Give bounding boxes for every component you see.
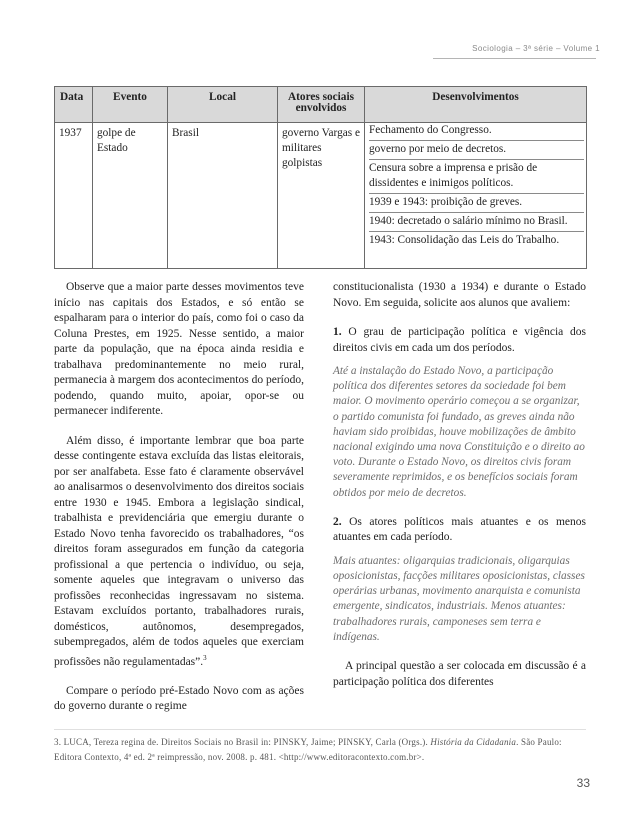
paragraph: Compare o período pré-Estado Novo com as ações do governo durante o regime [54, 684, 304, 713]
question-text: Os atores políticos mais atuantes e os menos atuantes em cada período. [333, 515, 587, 544]
question-number: 1. [333, 326, 342, 338]
running-header: Sociologia – 3ª série – Volume 1 [472, 44, 600, 53]
dev-item: governo por meio de decretos. [369, 142, 584, 160]
right-column [333, 280, 586, 690]
question-1 [333, 325, 586, 356]
dev-item: 1943: Consolidação das Leis do Trabalho. [369, 234, 560, 246]
paragraph-text: Além disso, é importante lembrar que boa parte desse contingente estava excluída das listas eleitorais, por ser analfabeta. Esse fato é claramente observável ao analisarmos o desenvolvimento dos direitos sociais entre 1930 e 1945. Embora a legislação sindical, trabalhista e previdenciária que emergiu durante o Estado Novo tenha favorecido os trabalhadores, “os direitos foram assegurados em função da categoria profissional a que pertencia o indivíduo, ou seja, somente aqueles que integravam o universo das profissões reconhecidas ingressavam no sistema. Estavam excluídos portanto, trabalhadores rurais, domésticos, autônomos, desempregados, subempregados, além de todos aqueles que exerciam profissões não regulamentadas”. [54, 434, 304, 668]
table-row [55, 123, 587, 269]
dev-item: Censura sobre a imprensa e prisão de dissidentes e inimigos políticos. [369, 161, 584, 194]
footnote-title: História da Cidadania [430, 737, 517, 747]
left-column [54, 280, 304, 715]
col-header-atores: Atores sociais envolvidos [278, 87, 365, 123]
cell-atores: governo Vargas e militares golpistas [278, 123, 365, 269]
col-header-data: Data [55, 87, 93, 123]
answer-2: Mais atuantes: oligarquias tradicionais, oligarquias oposicionistas, facções militares oposicionistas, classes operárias urbanas, movimento anarquista e comunista emergente, sindicatos, industriais. Menos atuantes: trabalhadores rurais, camponeses sem terra e indígenas. [333, 554, 585, 643]
footnote-rule [54, 729, 586, 730]
footnote-text: 3. LUCA, Tereza regina de. Direitos Sociais no Brasil in: PINSKY, Jaime; PINSKY, Carla (Orgs.). [54, 737, 428, 747]
question-text: O grau de participação política e vigência dos direitos civis em cada um dos períodos. [333, 326, 586, 354]
dev-item: 1939 e 1943: proibição de greves. [369, 195, 584, 213]
answer-1: Até a instalação do Estado Novo, a participação política dos diferentes setores da sociedade foi bem maior. O movimento operário começou a se organizar, o partido comunista foi fundado, as greves ainda não haviam sido proibidas, houve mobilizações de âmbito nacional exigindo uma nova Constituição e o direito ao voto. Durante o Estado Novo, os direitos civis foram severamente reprimidos, e os benefícios sociais foram obtidos por meio de decretos. [333, 365, 585, 499]
history-table [54, 86, 587, 269]
dev-item: Fechamento do Congresso. [369, 123, 584, 141]
col-header-desenvolvimentos: Desenvolvimentos [365, 87, 587, 123]
col-header-local: Local [168, 87, 278, 123]
dev-item: 1940: decretado o salário mínimo no Brasil. [369, 214, 584, 232]
paragraph: constitucionalista (1930 a 1934) e durante o Estado Novo. Em seguida, solicite aos alunos que avaliem: [333, 281, 586, 309]
cell-evento: golpe de Estado [93, 123, 168, 269]
cell-data: 1937 [55, 123, 93, 269]
footnote-ref: 3 [203, 653, 207, 662]
paragraph [54, 434, 304, 670]
page-number: 33 [576, 776, 590, 790]
paragraph: A principal questão a ser colocada em discussão é a participação política dos diferentes [333, 660, 586, 688]
footnote [54, 735, 586, 765]
question-number: 2. [333, 515, 342, 528]
cell-local: Brasil [168, 123, 278, 269]
table-header-row [55, 87, 587, 123]
cell-desenvolvimentos [365, 123, 587, 269]
footnote-text: . São Paulo: Editora Contexto, 4ª ed. 2ª reimpressão, nov. 2008. p. 481. <http://www.editoracontexto.com.br>. [54, 737, 562, 762]
col-header-evento: Evento [93, 87, 168, 123]
paragraph: Observe que a maior parte desses movimentos teve início nas capitais dos Estados, e só então se espalharam para o interior do país, como foi o caso da Coluna Prestes, em 1925. Nesse sentido, a maior parte da população, que na época ainda residia e trabalhava predominantemente no meio rural, permanecia à margem dos acontecimentos do período, podendo, quando muito, apoiar, opor-se ou permanecer indiferente. [54, 281, 304, 417]
header-rule [433, 58, 596, 59]
question-2 [333, 515, 586, 546]
